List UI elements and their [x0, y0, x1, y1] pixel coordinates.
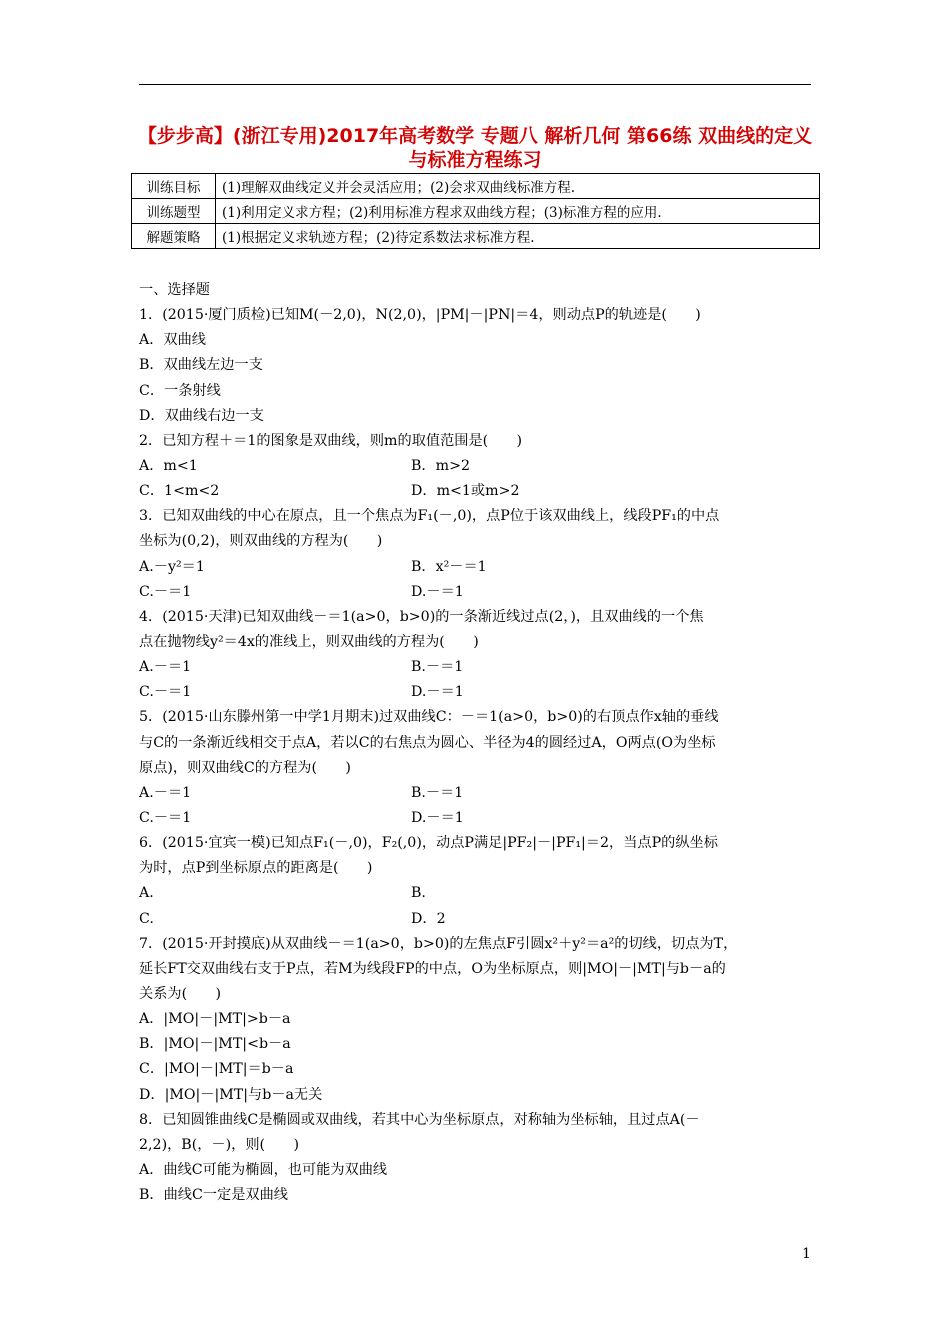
table-row: [132, 224, 820, 249]
option-text: B.: [411, 885, 426, 902]
document-title: 【步步高】(浙江专用)2017年高考数学 专题八 解析几何 第66练 双曲线的定义与标准方程练习: [137, 125, 813, 171]
table-label: 解题策略: [132, 224, 216, 249]
text-line: 点在抛物线y²＝4x的准线上，则双曲线的方程为( ): [139, 633, 479, 650]
table-value: (1)利用定义求方程；(2)利用标准方程求双曲线方程；(3)标准方程的应用.: [216, 199, 820, 224]
option-text: D.－＝1: [411, 809, 464, 826]
text-line: C．|MO|－|MT|＝b－a: [139, 1061, 294, 1078]
text-line: D．双曲线右边一支: [139, 407, 264, 424]
text-line: A．曲线C可能为椭圆，也可能为双曲线: [139, 1161, 388, 1178]
table-row: [132, 199, 820, 224]
text-line: B．双曲线左边一支: [139, 357, 263, 374]
option-text: D.－＝1: [411, 684, 464, 701]
table-row: [132, 174, 820, 199]
table-label: 训练题型: [132, 199, 216, 224]
option-row: [139, 454, 814, 479]
option-text: B．x²－＝1: [411, 558, 487, 575]
text-line: 一、选择题: [139, 282, 210, 298]
option-text: A.－＝1: [139, 784, 192, 801]
option-text: B.－＝1: [411, 784, 464, 801]
text-line: 为时，点P到坐标原点的距离是( ): [139, 860, 373, 877]
text-line: 与C的一条渐近线相交于点A，若以C的右焦点为圆心、半径为4的圆经过A，O两点(O为坐标: [139, 734, 716, 751]
option-text: C.－＝1: [139, 583, 192, 600]
text-line: 5．(2015·山东滕州第一中学1月期末)过双曲线C：－＝1(a>0，b>0)的右顶点作x轴的垂线: [139, 709, 719, 726]
text-line: 2,2)，B(，－)，则( ): [139, 1136, 299, 1153]
option-text: C.－＝1: [139, 809, 192, 826]
option-row: [139, 655, 814, 680]
text-line: 原点)，则双曲线C的方程为( ): [139, 759, 351, 776]
option-text: C.－＝1: [139, 684, 192, 701]
exercise-content: [139, 278, 814, 1208]
option-text: A.－y²＝1: [139, 558, 205, 575]
option-text: D.－＝1: [411, 583, 464, 600]
option-text: D．m<1或m>2: [411, 483, 520, 500]
option-text: B.－＝1: [411, 659, 464, 676]
option-row: [139, 781, 814, 806]
header-rule: [139, 84, 811, 85]
page-number: 1: [802, 1246, 811, 1262]
table-label: 训练目标: [132, 174, 216, 199]
text-line: D．|MO|－|MT|与b－a无关: [139, 1086, 323, 1103]
text-line: 2．已知方程＋＝1的图象是双曲线，则m的取值范围是( ): [139, 432, 523, 449]
text-line: 3．已知双曲线的中心在原点，且一个焦点为F₁(－,0)，点P位于该双曲线上，线段PF₁的中点: [139, 508, 720, 525]
table-value: (1)根据定义求轨迹方程；(2)待定系数法求标准方程.: [216, 224, 820, 249]
text-line: B．曲线C一定是双曲线: [139, 1187, 288, 1204]
option-row: [139, 479, 814, 504]
text-line: 关系为( ): [139, 985, 222, 1002]
text-line: 4．(2015·天津)已知双曲线－＝1(a>0，b>0)的一条渐近线过点(2，)，且双曲线的一个焦: [139, 608, 704, 625]
option-row: [139, 907, 814, 932]
option-row: [139, 580, 814, 605]
text-line: 7．(2015·开封摸底)从双曲线－＝1(a>0，b>0)的左焦点F引圆x²＋y²＝a²的切线，切点为T，: [139, 935, 738, 952]
text-line: 8．已知圆锥曲线C是椭圆或双曲线，若其中心为坐标原点，对称轴为坐标轴，且过点A(－: [139, 1111, 700, 1128]
table-value: (1)理解双曲线定义并会灵活应用；(2)会求双曲线标准方程.: [216, 174, 820, 199]
option-row: [139, 806, 814, 831]
option-text: A.－＝1: [139, 659, 192, 676]
option-row: [139, 680, 814, 705]
text-line: 坐标为(0,2)，则双曲线的方程为( ): [139, 533, 383, 550]
option-text: A．m<1: [139, 457, 198, 474]
text-line: A．双曲线: [139, 332, 206, 349]
option-row: [139, 555, 814, 580]
text-line: 延长FT交双曲线右支于P点，若M为线段FP的中点，O为坐标原点，则|MO|－|MT|与b－a的: [139, 960, 726, 977]
option-text: C．1<m<2: [139, 483, 220, 500]
text-line: C．一条射线: [139, 382, 221, 399]
option-row: [139, 881, 814, 906]
text-line: 6．(2015·宜宾一模)已知点F₁(－,0)，F₂(,0)，动点P满足|PF₂|－|PF₁|＝2，当点P的纵坐标: [139, 835, 718, 852]
option-text: C.: [139, 910, 154, 927]
option-text: A.: [139, 885, 154, 902]
training-goals-table: [131, 173, 820, 249]
option-text: B．m>2: [411, 457, 470, 474]
text-line: B．|MO|－|MT|<b－a: [139, 1036, 291, 1053]
option-text: D．2: [411, 910, 446, 927]
text-line: 1．(2015·厦门质检)已知M(－2,0)，N(2,0)，|PM|－|PN|＝4，则动点P的轨迹是( ): [139, 307, 701, 324]
text-line: A．|MO|－|MT|>b－a: [139, 1011, 291, 1028]
